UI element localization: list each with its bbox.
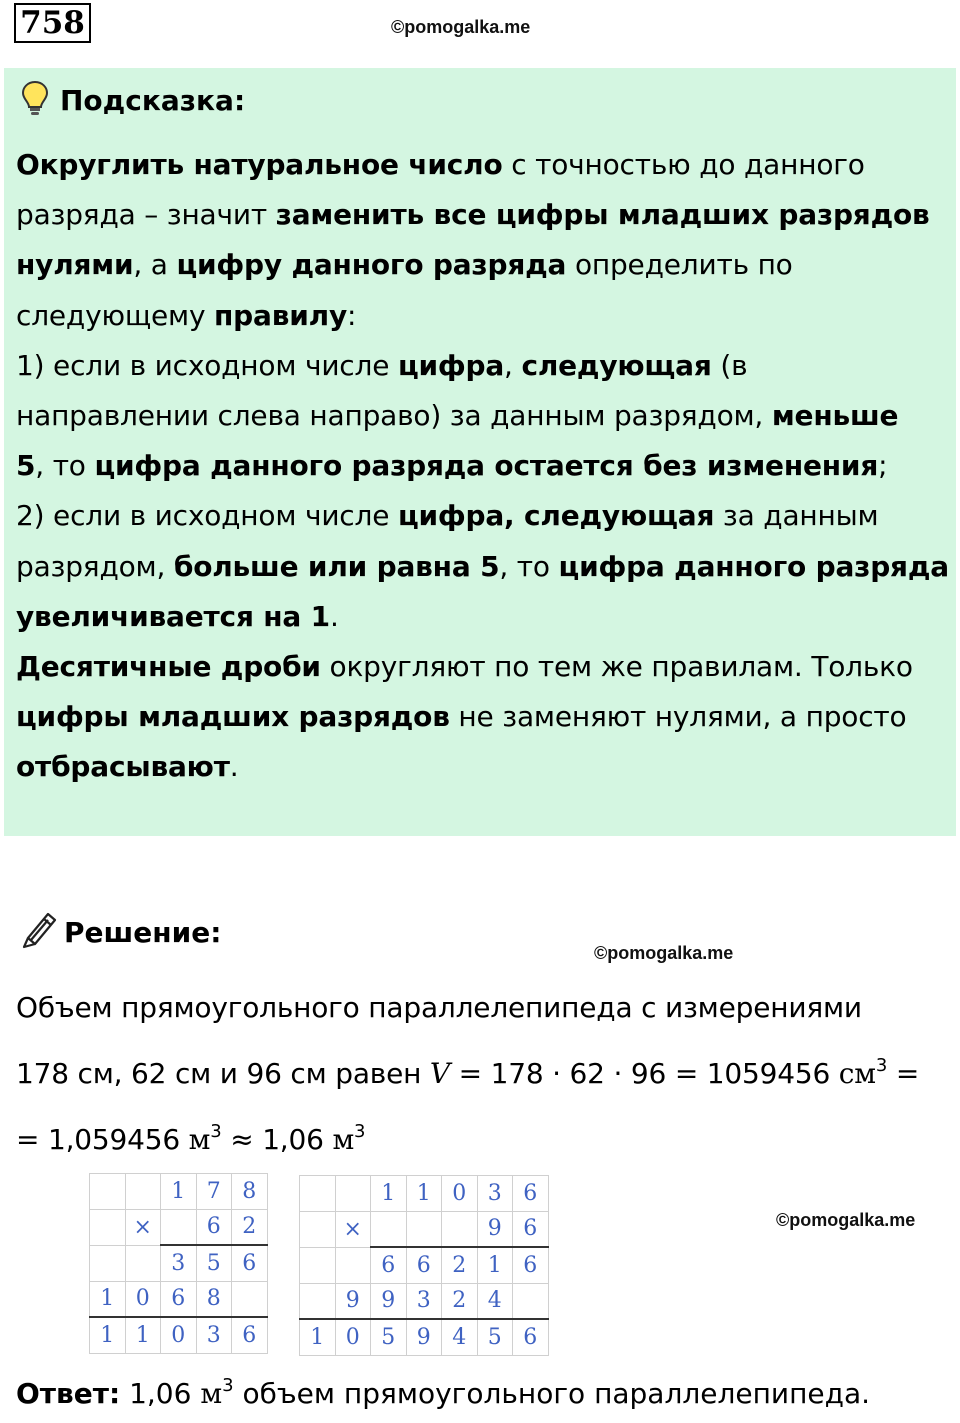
digit-cell: 3 [477,1176,513,1212]
digit-cell: × [335,1211,371,1247]
hint-line: нулями, а цифру данного разряда определить по [16,248,793,282]
digit-cell: 6 [513,1211,549,1247]
digit-cell: 6 [513,1247,549,1283]
answer-label: Ответ: [16,1377,121,1410]
solution-line-1: Объем прямоугольного параллелепипеда с измерениями [16,991,862,1024]
digit-cell: 5 [371,1319,407,1355]
volume-variable: V [429,1057,450,1090]
digit-cell: 6 [406,1247,442,1283]
hint-line: 1) если в исходном числе цифра, следующая (в [16,348,748,382]
digit-cell [335,1247,371,1283]
digit-cell: 8 [232,1174,268,1210]
solution-line-3: = 1,059456 $м^3 \approx 1,06$ $м^3$ [16,1121,366,1156]
digit-cell: 1 [90,1281,126,1317]
watermark-top: ©pomogalka.me [391,17,531,37]
digit-cell [300,1211,336,1247]
lightbulb-icon [20,80,50,116]
digit-cell: 2 [232,1209,268,1245]
hint-line: разрядом, больше или равна 5, то цифра данного разряда [16,549,949,583]
digit-cell: 5 [196,1245,232,1281]
digit-cell: 0 [161,1317,197,1353]
hint-title [20,80,245,118]
digit-cell [125,1174,161,1210]
digit-cell: 4 [477,1283,513,1319]
digit-cell [125,1245,161,1281]
answer-line: Ответ: 1,06 $м^3$ объем прямоугольного параллелепипеда. [16,1375,871,1410]
pencil-icon [18,908,60,950]
digit-cell: × [125,1209,161,1245]
digit-cell: 6 [196,1209,232,1245]
digit-cell [300,1247,336,1283]
digit-cell: 0 [125,1281,161,1317]
hint-text [16,140,949,793]
digit-cell: 2 [442,1247,478,1283]
digit-cell: 0 [335,1319,371,1355]
hint-line: направлении слева направо) за данным разрядом, меньше [16,399,899,433]
digit-cell [300,1283,336,1319]
digit-cell [90,1209,126,1245]
digit-cell [161,1209,197,1245]
digit-cell: 0 [442,1176,478,1212]
hint-line: 5, то цифра данного разряда остается без изменения; [16,449,888,483]
digit-cell [335,1176,371,1212]
digit-cell: 9 [477,1211,513,1247]
digit-cell [300,1176,336,1212]
digit-cell [442,1211,478,1247]
digit-cell: 1 [90,1317,126,1353]
digit-cell: 9 [371,1283,407,1319]
digit-cell: 5 [477,1319,513,1355]
multiplication-178x62 [89,1173,268,1354]
digit-cell: 3 [161,1245,197,1281]
digit-cell: 9 [335,1283,371,1319]
hint-line: увеличивается на 1. [16,599,339,633]
digit-cell [232,1281,268,1317]
digit-cell: 3 [406,1283,442,1319]
digit-cell: 1 [406,1176,442,1212]
problem-number: 758 [14,3,91,43]
digit-cell: 1 [300,1319,336,1355]
hint-title-text: Подсказка: [60,84,246,117]
digit-cell: 1 [477,1247,513,1283]
digit-cell: 9 [406,1319,442,1355]
digit-cell: 1 [371,1176,407,1212]
hint-line: 2) если в исходном числе цифра, следующая за данным [16,499,879,533]
digit-cell: 1 [125,1317,161,1353]
digit-cell: 2 [442,1283,478,1319]
solution-text [16,975,946,1173]
digit-cell: 4 [442,1319,478,1355]
digit-cell: 6 [371,1247,407,1283]
digit-cell [90,1245,126,1281]
digit-cell [406,1211,442,1247]
digit-cell [513,1283,549,1319]
digit-cell [90,1174,126,1210]
digit-cell: 8 [196,1281,232,1317]
digit-cell: 6 [232,1245,268,1281]
solution-title [18,908,221,953]
hint-line: Десятичные дроби округляют по тем же правилам. Только [16,650,913,684]
watermark-middle: ©pomogalka.me [594,943,734,963]
solution-line-2: 178 см, 62 см и 96 см равен V = 178 · 62 · 96 = 1059456 $см^3$ = [16,1055,920,1090]
multiplication-11036x96 [299,1175,549,1356]
hint-line: следующему правилу: [16,298,357,332]
hint-line: Округлить натуральное число с точностью до данного [16,148,865,181]
digit-cell: 6 [232,1317,268,1353]
hint-line: отбрасывают. [16,750,239,784]
hint-line: цифры младших разрядов не заменяют нулями, а просто [16,700,907,734]
digit-cell: 7 [196,1174,232,1210]
hint-box [4,68,956,836]
solution-title-text: Решение: [64,916,222,949]
digit-cell: 6 [513,1319,549,1355]
digit-cell: 6 [513,1176,549,1212]
digit-cell: 3 [196,1317,232,1353]
digit-cell: 1 [161,1174,197,1210]
digit-cell: 6 [161,1281,197,1317]
hint-line: разряда – значит заменить все цифры младших разрядов [16,198,930,232]
digit-cell [371,1211,407,1247]
watermark-bottom: ©pomogalka.me [776,1210,916,1230]
